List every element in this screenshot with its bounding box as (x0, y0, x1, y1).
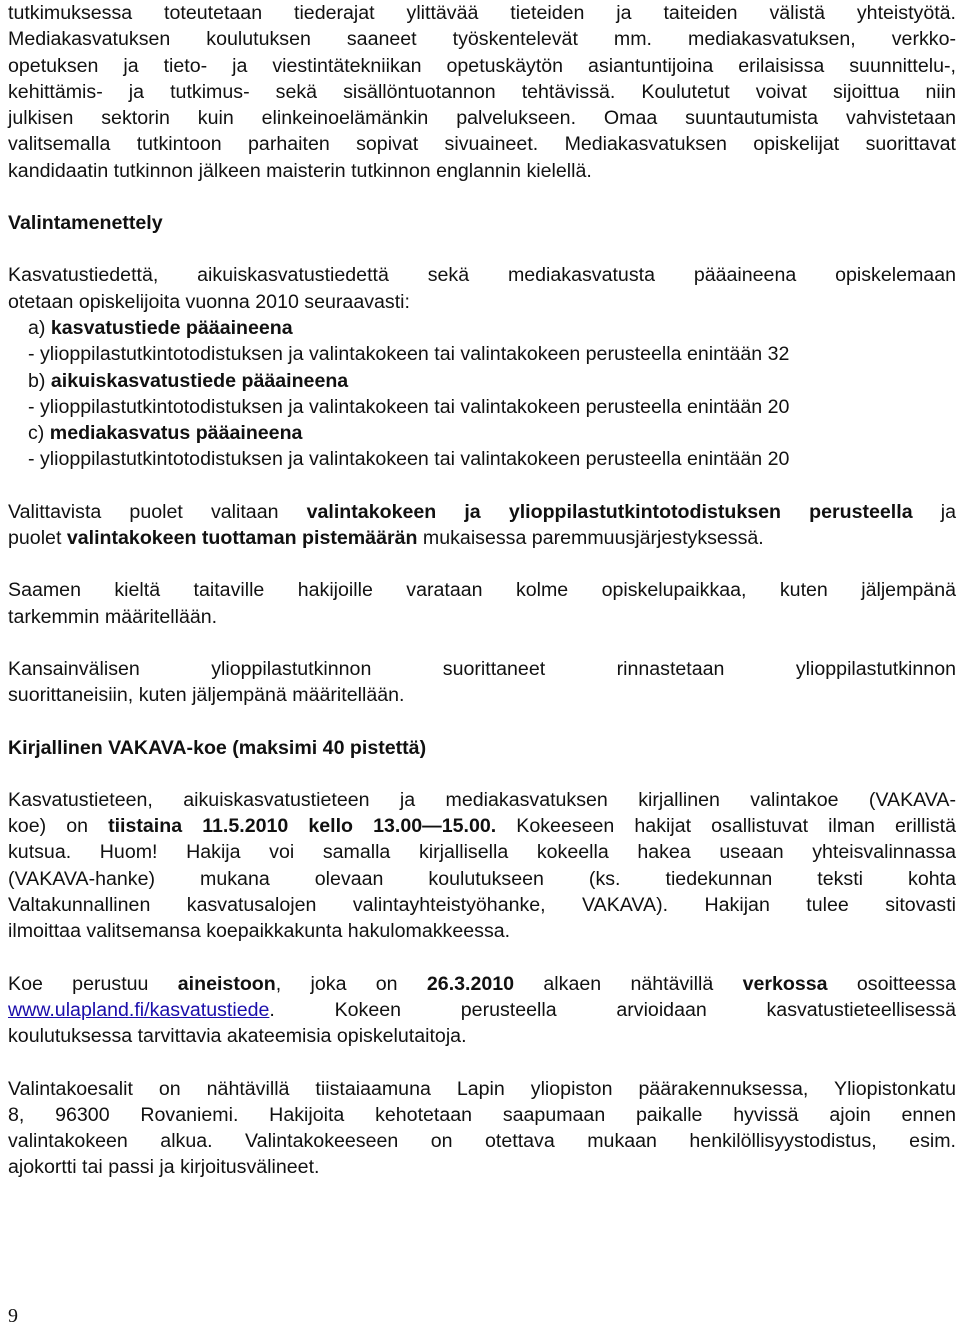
intro-paragraph (8, 0, 956, 184)
international-paragraph: Kansainvälisen ylioppilastutkinnon suorittaneet rinnastetaan ylioppilastutkinnon suorittaneisiin, kuten jäljempänä määritellään. (8, 657, 956, 707)
text-line: kehittämis- ja tutkimus- sekä sisällöntuotannon tehtävissä. Koulutetut voivat sijoittua niin (8, 80, 956, 103)
option-b-title: b) aikuiskasvatustiede pääaineena (28, 369, 349, 392)
section-heading-exam: Kirjallinen VAKAVA-koe (maksimi 40 pistettä) (8, 736, 427, 759)
text-line: kandidaatin tutkinnon jälkeen maisterin tutkinnon englannin kielellä. (8, 159, 592, 182)
exam-paragraph-2: Koe perustuu aineistoon, joka on 26.3.2010 alkaen nähtävillä verkossa osoitteessa www.ulapland.fi/kasvatustiede. Kokeen perusteella arvioidaan kasvatustieteellisessä koulutuksessa tarvittavia akateemisia opiskelutaitoja. (8, 972, 957, 1048)
option-c-title: c) mediakasvatus pääaineena (28, 422, 303, 445)
text-line: valitsemalla tutkintoon parhaiten sopivat sivuaineet. Mediakasvatuksen opiskelijat suorittavat (8, 133, 956, 156)
section-heading-selection: Valintamenettely (8, 212, 163, 235)
option-c-detail: - ylioppilastutkintotodistuksen ja valintakokeen tai valintakokeen perusteella enintään 20 (28, 448, 790, 471)
option-a-title: a) kasvatustiede pääaineena (28, 316, 293, 339)
document-page (8, 0, 956, 1181)
selection-intro: Kasvatustiedettä, aikuiskasvatustiedettä sekä mediakasvatusta pääaineena opiskelemaan otetaan opiskelijoita vuonna 2010 seuraavasti: (8, 264, 956, 313)
text-line: julkisen sektorin kuin elinkeinoelämänkin palvelukseen. Omaa suuntautumista vahvistetaan (8, 107, 956, 130)
option-b-detail: - ylioppilastutkintotodistuksen ja valintakokeen tai valintakokeen perusteella enintään 20 (28, 395, 790, 418)
half-selection-paragraph: Valittavista puolet valitaan valintakokeen ja ylioppilastutkintotodistuksen perusteella ja puolet valintakokeen tuottaman pistemäärän mukaisessa paremmuusjärjestyksessä. (8, 500, 956, 550)
text-line: Mediakasvatuksen koulutuksen saaneet työskentelevät mm. mediakasvatuksen, verkko- (8, 28, 956, 51)
exam-paragraph-1: Kasvatustieteen, aikuiskasvatustieteen ja mediakasvatuksen kirjallinen valintakoe (VAKAVA- koe) on tiistaina 11.5.2010 kello 13.00—15.00. Kokeeseen hakijat osallistuvat ilman erillistä kutsua. Huom! Hakija voi samalla kirjallisella kokeella hakea useaan yhteisvalinnassa (VAKAVA-hanke) mukana olevaan koulutukseen (ks. tiedekunnan teksti kohta Valtakunnallinen kasvatusalojen valintayhteistyöhanke, VAKAVA). Hakijan tulee sitovasti ilmoittaa valitsemansa koepaikkakunta hakulomakkeessa. (8, 788, 956, 943)
text-line: tutkimuksessa toteutetaan tiederajat ylittävää tieteiden ja taiteiden välistä yhteistyötä. (8, 2, 956, 24)
selection-options-list (8, 315, 956, 473)
ulapland-link[interactable]: www.ulapland.fi/kasvatustiede (8, 998, 270, 1021)
option-a-detail: - ylioppilastutkintotodistuksen ja valintakokeen tai valintakokeen perusteella enintään 32 (28, 343, 790, 366)
exam-paragraph-3: Valintakoesalit on nähtävillä tiistaiaamuna Lapin yliopiston päärakennuksessa, Yliopistonkatu 8, 96300 Rovaniemi. Hakijoita kehotetaan saapumaan paikalle hyvissä ajoin ennen valintakokeen alkua. Valintakokeeseen on otettava mukaan henkilöllisyystodistus, esim. ajokortti tai passi ja kirjoitusvälineet. (8, 1077, 956, 1179)
text-line: opetuksen ja tieto- ja viestintätekniikan opetuskäytön asiantuntijoina erilaisissa suunnittelu-, (8, 54, 956, 77)
saami-paragraph: Saamen kieltä taitaville hakijoille varataan kolme opiskelupaikkaa, kuten jäljempänä tarkemmin määritellään. (8, 579, 956, 628)
page-number: 9 (8, 1305, 18, 1327)
